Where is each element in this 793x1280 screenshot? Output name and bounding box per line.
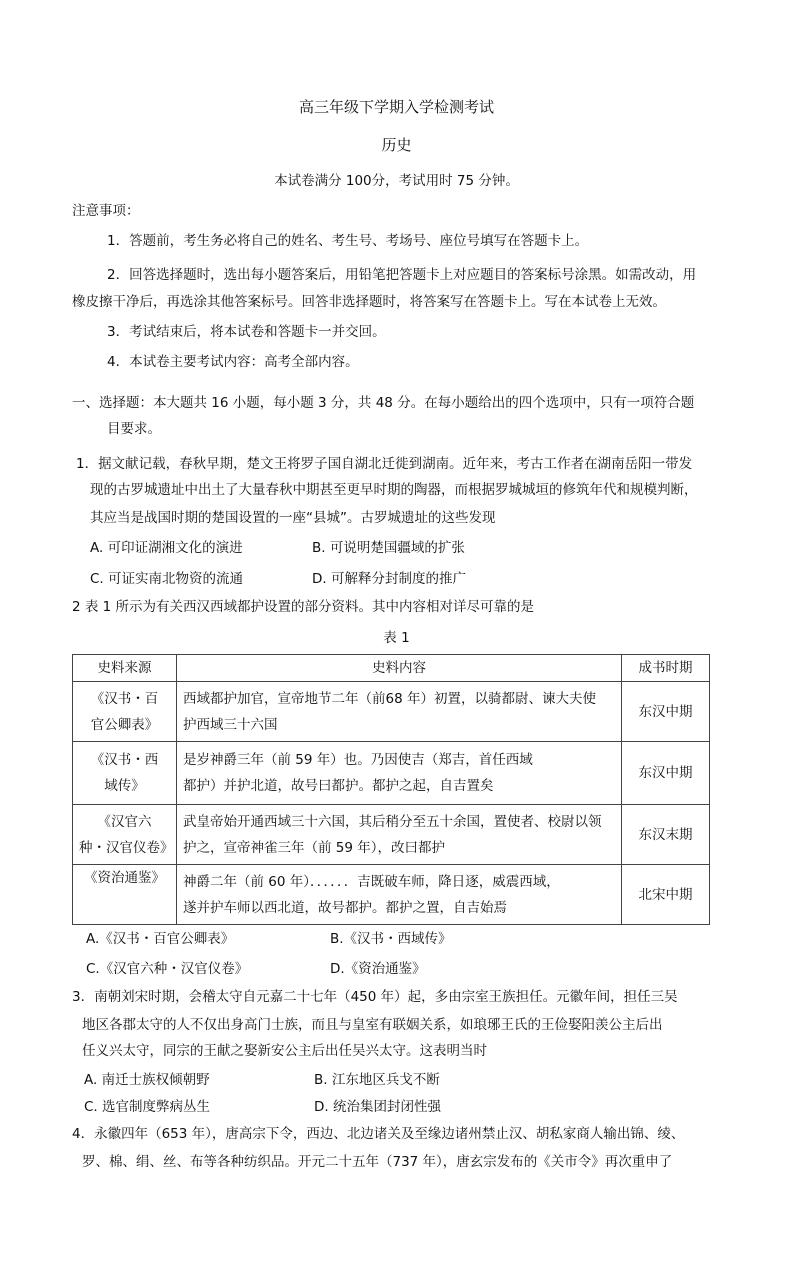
q3-option-c: C. 选官制度弊病丛生 <box>84 1099 211 1115</box>
period-cell: 东汉中期 <box>622 682 710 742</box>
content-text: 遂并护车师以西北道，故号都护。都护之置，自吉始焉 <box>183 899 507 916</box>
header-content: 史料内容 <box>177 655 622 682</box>
source-table <box>72 654 710 925</box>
q1-stem: 现的古罗城遗址中出土了大量春秋中期甚至更早时期的陶器，而根据罗城城垣的修筑年代和规模判断， <box>90 482 698 498</box>
q1-stem: 1．据文献记载，春秋早期，楚文王将罗子国自湖北迁徙到湖南。近年来，考古工作者在湖南岳阳一带发 <box>76 456 693 472</box>
q2-option-a: A.《汉书・百官公卿表》 <box>86 931 235 947</box>
q2-option-b: B.《汉书・西域传》 <box>330 931 452 947</box>
q3-option-d: D. 统治集团封闭性强 <box>314 1099 441 1115</box>
content-cell <box>177 682 622 742</box>
notice-item-continued: 橡皮擦干净后，再选涂其他答案标号。回答非选择题时，将答案写在答题卡上。写在本试卷上无效。 <box>72 294 666 310</box>
notice-item: 4．本试卷主要考试内容：高考全部内容。 <box>107 354 359 370</box>
content-text: 都护）并护北道，故号曰都护。都护之起，自吉置矣 <box>183 778 494 794</box>
source-text: 《资治通鉴》 <box>84 870 165 886</box>
content-text: 西域都护加官，宣帝地节二年（前68 年）初置，以骑都尉、谏大夫使 <box>183 690 596 707</box>
exam-info: 本试卷满分 100分，考试用时 75 分钟。 <box>274 173 519 189</box>
content-text: 神爵二年（前 60 年）．．．．．．吉既破车师，降日逐，威震西域， <box>183 873 560 890</box>
content-cell <box>177 742 622 805</box>
source-text: 域传》 <box>104 778 145 794</box>
q3-stem: 3．南朝刘宋时期，会稽太守自元嘉二十七年（450 年）起，多由宗室王族担任。元徽年间，担任三吴 <box>72 989 678 1005</box>
period-cell: 北宋中期 <box>622 865 710 925</box>
table-caption: 表 1 <box>383 630 410 646</box>
q1-option-b: B. 可说明楚国疆域的扩张 <box>312 540 465 556</box>
q3-stem: 任义兴太守，同宗的王献之娶新安公主后出任吴兴太守。这表明当时 <box>82 1043 487 1059</box>
section-heading-cont: 目要求。 <box>107 421 161 437</box>
source-cell <box>73 742 177 805</box>
q2-option-d: D.《资治通鉴》 <box>330 961 426 977</box>
exam-title: 高三年级下学期入学检测考试 <box>298 98 494 116</box>
q3-option-a: A. 南迁士族权倾朝野 <box>84 1072 210 1088</box>
table-row <box>73 682 710 742</box>
header-period: 成书时期 <box>622 655 710 682</box>
table-row <box>73 742 710 805</box>
source-text: 《汉书・西 <box>90 752 159 768</box>
subject-title: 历史 <box>381 136 412 154</box>
q1-option-d: D. 可解释分封制度的推广 <box>312 571 466 587</box>
content-text: 护西域三十六国 <box>183 716 278 733</box>
source-cell <box>73 865 177 925</box>
q1-option-a: A. 可印证湖湘文化的演进 <box>90 540 243 556</box>
q1-stem: 其应当是战国时期的楚国设置的一座“县城”。古罗城遗址的这些发现 <box>90 510 496 526</box>
source-text: 《汉官六 <box>97 813 152 830</box>
q4-stem: 罗、棉、绢、丝、布等各种纺织品。开元二十五年（737 年），唐玄宗发布的《关市令》再次重申了 <box>82 1154 673 1170</box>
q4-stem: 4．永徽四年（653 年），唐高宗下令，西边、北边诸关及至缘边诸州禁止汉、胡私家商人输出锦、绫、 <box>72 1126 685 1142</box>
section-heading: 一、选择题：本大题共 16 小题，每小题 3 分，共 48 分。在每小题给出的四个选项中，只有一项符合题 <box>72 395 695 411</box>
notice-item: 3．考试结束后，将本试卷和答题卡一并交回。 <box>107 324 386 340</box>
notice-item: 2．回答选择题时，选出每小题答案后，用铅笔把答题卡上对应题目的答案标号涂黑。如需改动，用 <box>107 267 697 283</box>
q2-option-c: C.《汉官六种・汉官仪卷》 <box>86 961 249 977</box>
content-cell <box>177 805 622 865</box>
table-header-row <box>73 655 710 682</box>
source-text: 官公卿表》 <box>90 716 159 733</box>
period-cell: 东汉末期 <box>622 805 710 865</box>
header-source: 史料来源 <box>73 655 177 682</box>
period-cell: 东汉中期 <box>622 742 710 805</box>
notice-heading: 注意事项： <box>72 203 140 219</box>
content-text: 武皇帝始开通西域三十六国，其后稍分至五十余国，置使者、校尉以领 <box>183 813 602 830</box>
table-row <box>73 865 710 925</box>
content-text: 是岁神爵三年（前 59 年）也。乃因使吉（郑吉，首任西域 <box>183 752 533 768</box>
content-text: 护之，宣帝神雀三年（前 59 年），改曰都护 <box>183 839 446 856</box>
q1-option-c: C. 可证实南北物资的流通 <box>90 571 244 587</box>
q3-stem: 地区各郡太守的人不仅出身高门士族，而且与皇室有联姻关系，如琅琊王氏的王俭娶阳羡公主后出 <box>82 1017 663 1033</box>
notice-item: 1．答题前，考生务必将自己的姓名、考生号、考场号、座位号填写在答题卡上。 <box>107 233 589 249</box>
source-cell <box>73 805 177 865</box>
q2-stem: 2 表 1 所示为有关西汉西域都护设置的部分资料。其中内容相对详尽可靠的是 <box>72 599 535 615</box>
content-cell <box>177 865 622 925</box>
q3-option-b: B. 江东地区兵戈不断 <box>314 1072 440 1088</box>
table-row <box>73 805 710 865</box>
source-cell <box>73 682 177 742</box>
source-text: 《汉书・百 <box>90 690 159 707</box>
source-text: 种・汉官仪卷》 <box>79 839 174 856</box>
